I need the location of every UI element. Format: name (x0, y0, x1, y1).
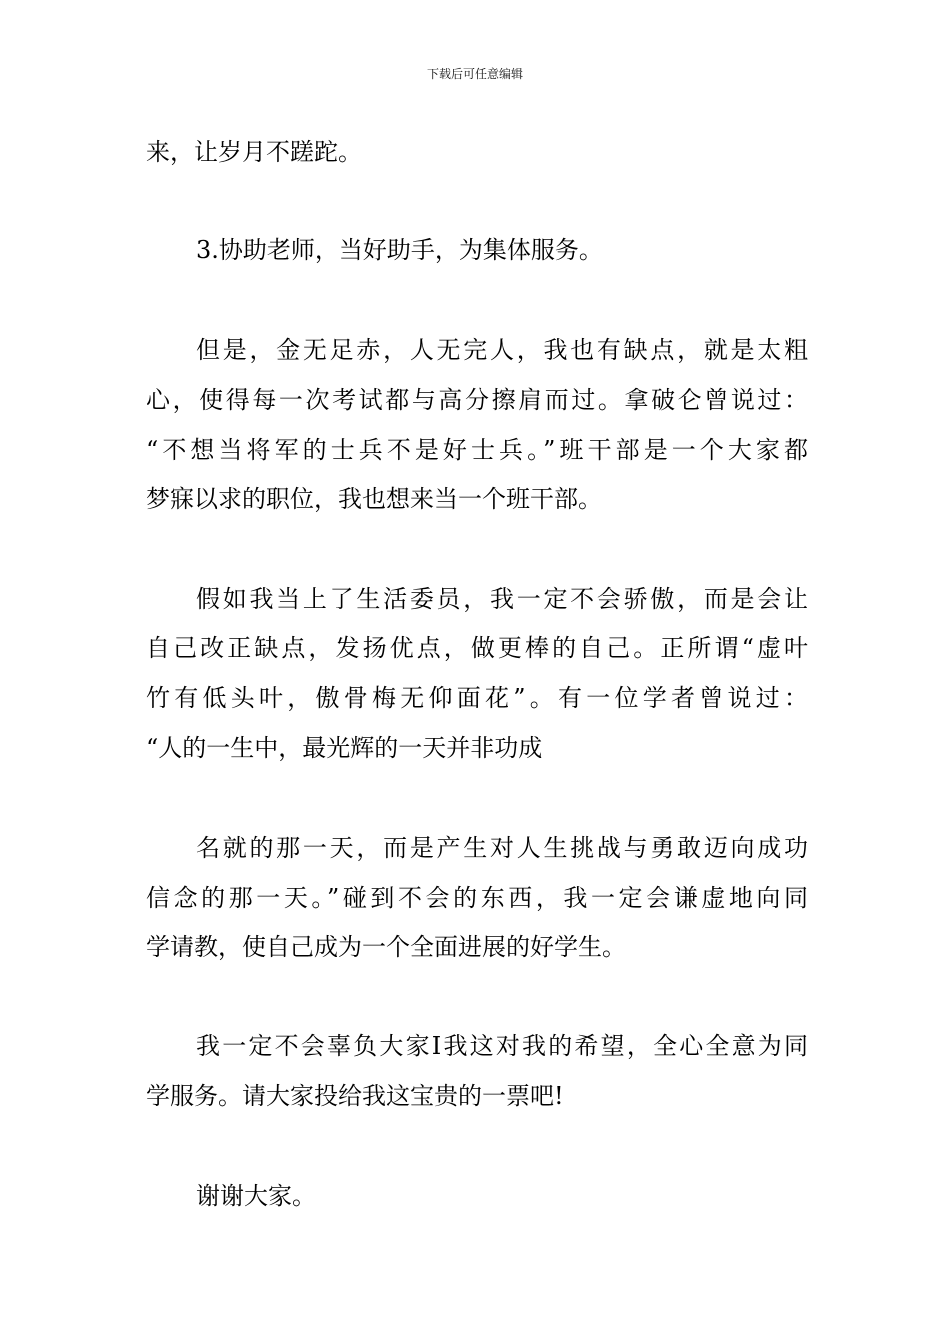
text-line: “人的一生中，最光辉的一天并非功成 (146, 734, 543, 762)
text-line: 心，使得每一次考试都与高分擦肩而过。拿破仑曾说过： (146, 386, 808, 414)
text-line: 梦寐以求的职位，我也想来当一个班干部。 (146, 485, 602, 513)
text-line: 3.协助老师，当好助手，为集体服务。 (196, 236, 603, 264)
text-line: 自己改正缺点，发扬优点，做更棒的自己。正所谓“虚叶 (146, 634, 808, 662)
text-line: 来，让岁月不蹉跎。 (146, 138, 362, 166)
page-header: 下载后可任意编辑 (426, 67, 523, 81)
text-line: 学服务。请大家投给我这宝贵的一票吧! (146, 1082, 564, 1110)
text-line: 竹有低头叶，傲骨梅无仰面花”。有一位学者曾说过： (146, 684, 808, 712)
text-line: “不想当将军的士兵不是好士兵。”班干部是一个大家都 (146, 436, 808, 464)
text-line: 学请教，使自己成为一个全面进展的好学生。 (146, 933, 626, 961)
text-line: 谢谢大家。 (196, 1182, 316, 1210)
text-line: 假如我当上了生活委员，我一定不会骄傲，而是会让 (196, 585, 808, 613)
text-line: 名就的那一天，而是产生对人生挑战与勇敢迈向成功 (196, 834, 808, 862)
text-line: 我一定不会辜负大家I我这对我的希望，全心全意为同 (196, 1032, 808, 1060)
text-line: 但是，金无足赤，人无完人，我也有缺点，就是太粗 (196, 336, 808, 364)
text-line: 信念的那一天。”碰到不会的东西，我一定会谦虚地向同 (146, 884, 808, 912)
